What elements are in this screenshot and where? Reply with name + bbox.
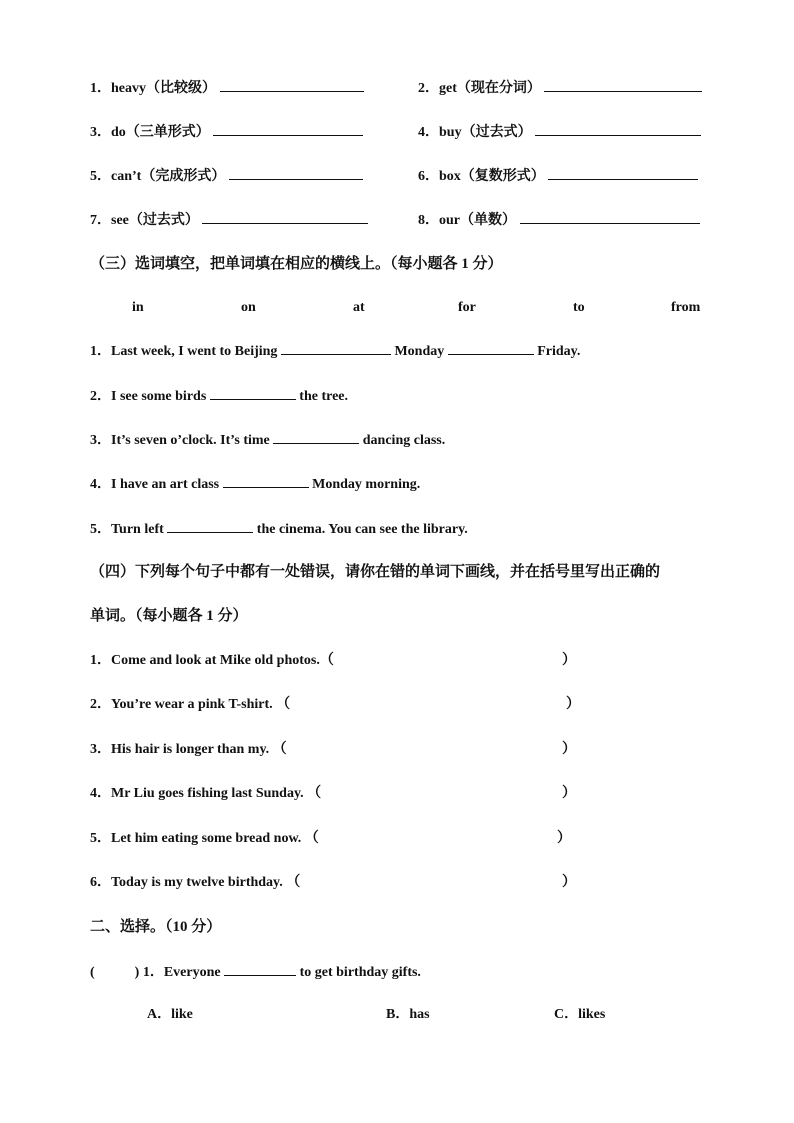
sentence-part: the tree. bbox=[299, 389, 348, 404]
item-prompt: do（三单形式） bbox=[111, 125, 210, 140]
question-text: ) 1．Everyone bbox=[134, 965, 221, 980]
item-number: 3． bbox=[90, 125, 111, 140]
section-4-title-line-1: （四）下列每个句子中都有一处错误，请你在错的单词下画线，并在括号里写出正确的 bbox=[90, 564, 661, 580]
correction-item-6 bbox=[90, 873, 300, 893]
word-bank-to: to bbox=[573, 300, 585, 315]
word-form-item-2 bbox=[418, 77, 702, 99]
sentence-text: His hair is longer than my. （ bbox=[111, 742, 287, 757]
item-prompt: see（过去式） bbox=[111, 213, 199, 228]
answer-blank[interactable] bbox=[213, 121, 363, 136]
item-number: 7． bbox=[90, 213, 111, 228]
closing-paren: ） bbox=[562, 875, 576, 890]
word-form-item-8 bbox=[418, 209, 700, 231]
closing-paren: ） bbox=[566, 697, 580, 712]
sentence-text: You’re wear a pink T-shirt. （ bbox=[111, 697, 291, 712]
fill-item-1 bbox=[90, 340, 580, 362]
section-4-title-line-2: 单词。（每小题各 1 分） bbox=[90, 608, 248, 624]
closing-paren: ） bbox=[562, 742, 576, 757]
item-prompt: our（单数） bbox=[439, 213, 516, 228]
fill-item-4 bbox=[90, 473, 420, 495]
answer-blank[interactable] bbox=[223, 473, 309, 488]
word-form-item-1 bbox=[90, 77, 364, 99]
sentence-part: dancing class. bbox=[362, 433, 446, 448]
word-bank-from: from bbox=[671, 300, 701, 315]
sentence-part: It’s seven o’clock. It’s time bbox=[111, 433, 270, 448]
correction-item-2 bbox=[90, 695, 290, 715]
word-bank-for: for bbox=[458, 300, 476, 315]
answer-blank[interactable] bbox=[202, 209, 368, 224]
item-prompt: heavy（比较级） bbox=[111, 81, 216, 96]
word-form-item-7 bbox=[90, 209, 368, 231]
answer-blank[interactable] bbox=[535, 121, 701, 136]
word-form-item-3 bbox=[90, 121, 363, 143]
item-number: 2． bbox=[90, 389, 111, 404]
item-number: 1． bbox=[90, 81, 111, 96]
item-number: 3． bbox=[90, 742, 111, 757]
word-bank-in: in bbox=[132, 300, 144, 315]
item-number: 6． bbox=[90, 875, 111, 890]
fill-item-5 bbox=[90, 518, 468, 540]
sentence-part: Monday bbox=[394, 344, 445, 359]
sentence-text: Let him eating some bread now. （ bbox=[111, 831, 319, 846]
closing-paren: ） bbox=[562, 653, 576, 668]
fill-item-3 bbox=[90, 429, 445, 451]
word-form-item-6 bbox=[418, 165, 698, 187]
answer-paren-open: ( bbox=[90, 965, 95, 980]
item-number: 8． bbox=[418, 213, 439, 228]
item-number: 3． bbox=[90, 433, 111, 448]
answer-blank[interactable] bbox=[281, 340, 391, 355]
sentence-part: the cinema. You can see the library. bbox=[256, 522, 468, 537]
word-bank-on: on bbox=[241, 300, 256, 315]
answer-blank[interactable] bbox=[224, 961, 296, 976]
answer-blank[interactable] bbox=[273, 429, 359, 444]
closing-paren: ） bbox=[557, 831, 571, 846]
answer-blank[interactable] bbox=[520, 209, 700, 224]
answer-blank[interactable] bbox=[548, 165, 698, 180]
sentence-part: Turn left bbox=[111, 522, 164, 537]
word-form-item-5 bbox=[90, 165, 363, 187]
item-number: 5． bbox=[90, 831, 111, 846]
sentence-text: Today is my twelve birthday. （ bbox=[111, 875, 301, 890]
section-3-title: （三）选词填空，把单词填在相应的横线上。（每小题各 1 分） bbox=[90, 256, 503, 272]
item-number: 2． bbox=[90, 697, 111, 712]
option-c[interactable]: C．likes bbox=[554, 1007, 606, 1022]
word-form-item-4 bbox=[418, 121, 701, 143]
sentence-part: Last week, I went to Beijing bbox=[111, 344, 278, 359]
item-number: 4． bbox=[90, 477, 111, 492]
choice-question-1 bbox=[90, 961, 421, 983]
item-number: 4． bbox=[418, 125, 439, 140]
fill-item-2 bbox=[90, 385, 348, 407]
sentence-part: Monday morning. bbox=[312, 477, 421, 492]
item-number: 5． bbox=[90, 522, 111, 537]
answer-blank[interactable] bbox=[448, 340, 534, 355]
sentence-part: I see some birds bbox=[111, 389, 207, 404]
answer-blank[interactable] bbox=[229, 165, 363, 180]
closing-paren: ） bbox=[562, 786, 576, 801]
item-number: 4． bbox=[90, 786, 111, 801]
item-prompt: can’t（完成形式） bbox=[111, 169, 226, 184]
sentence-text: Mr Liu goes fishing last Sunday. （ bbox=[111, 786, 322, 801]
item-prompt: box（复数形式） bbox=[439, 169, 545, 184]
correction-item-3 bbox=[90, 740, 287, 760]
item-number: 2． bbox=[418, 81, 439, 96]
item-number: 6． bbox=[418, 169, 439, 184]
sentence-part: Friday. bbox=[537, 344, 581, 359]
item-prompt: buy（过去式） bbox=[439, 125, 532, 140]
section-choice-title: 二、选择。（10 分） bbox=[90, 919, 222, 935]
answer-blank[interactable] bbox=[210, 385, 296, 400]
item-number: 1． bbox=[90, 344, 111, 359]
item-number: 5． bbox=[90, 169, 111, 184]
item-prompt: get（现在分词） bbox=[439, 81, 541, 96]
correction-item-5 bbox=[90, 829, 319, 849]
correction-item-4 bbox=[90, 784, 321, 804]
sentence-text: Come and look at Mike old photos.（ bbox=[111, 653, 334, 668]
sentence-part: I have an art class bbox=[111, 477, 220, 492]
answer-blank[interactable] bbox=[220, 77, 364, 92]
option-a[interactable]: A．like bbox=[147, 1007, 193, 1022]
question-text: to get birthday gifts. bbox=[299, 965, 421, 980]
word-bank-at: at bbox=[353, 300, 365, 315]
item-number: 1． bbox=[90, 653, 111, 668]
option-b[interactable]: B．has bbox=[386, 1007, 430, 1022]
answer-blank[interactable] bbox=[167, 518, 253, 533]
answer-blank[interactable] bbox=[544, 77, 702, 92]
correction-item-1 bbox=[90, 651, 334, 671]
